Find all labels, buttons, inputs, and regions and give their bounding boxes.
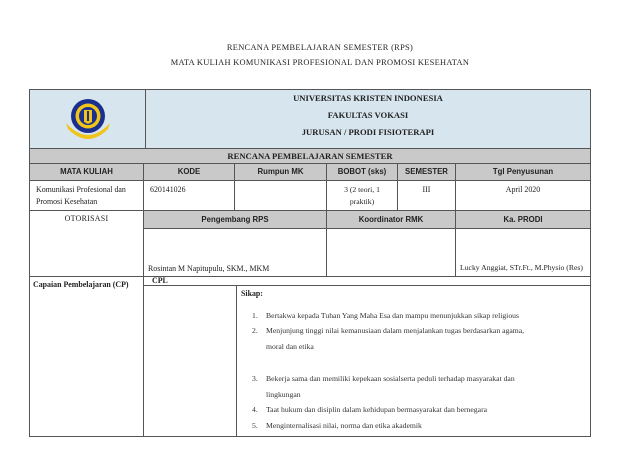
cp-label: Capaian Pembelajaran (CP): [33, 280, 129, 289]
logo-cell: [29, 89, 146, 149]
list-item: 2. Menjunjung tinggi nilai kemanusiaan dalam menjalankan tugas berdasarkan agama,: [252, 326, 525, 335]
cp-label-cell: [29, 276, 144, 437]
list-item: 4. Taat hukum dan disiplin dalam kehidupan bermasyarakat dan bernegara: [252, 405, 488, 414]
header-ka-prodi: Ka. PRODI: [455, 210, 591, 229]
list-item: 3. Bekerja sama dan memiliki kepekaan sosialserta peduli terhadap masyarakat dan: [252, 374, 515, 383]
list-item: moral dan etika: [266, 342, 314, 351]
faculty-name: FAKULTAS VOKASI: [327, 110, 409, 120]
list-item: lingkungan: [266, 390, 301, 399]
header-pengembang-rps: Pengembang RPS: [143, 210, 327, 229]
header-rumpun-mk: Rumpun MK: [234, 163, 327, 181]
cpl-label: CPL: [152, 276, 168, 285]
course-semester: III: [397, 180, 456, 211]
header-semester: SEMESTER: [397, 163, 456, 181]
rps-band: RENCANA PEMBELAJARAN SEMESTER: [29, 148, 591, 164]
institution-cell: [145, 89, 591, 149]
university-seal-icon: [58, 95, 118, 143]
course-name: Komunikasi Profesional dan Promosi Kesehatan: [29, 180, 144, 211]
list-item: 5. Menginternalisasi nilai, norma dan etika akademik: [252, 421, 422, 430]
list-item: 1. Bertakwa kepada Tuhan Yang Maha Esa dan mampu menunjukkan sikap religious: [252, 311, 520, 320]
document-subtitle: MATA KULIAH KOMUNIKASI PROFESIONAL DAN PROMOSI KESEHATAN: [170, 58, 470, 67]
header-koordinator-rmk: Koordinator RMK: [326, 210, 456, 229]
otorisasi-label: OTORISASI: [29, 210, 144, 277]
document-title: RENCANA PEMBELAJARAN SEMESTER (RPS): [226, 43, 414, 52]
header-bobot: BOBOT (sks): [326, 163, 398, 181]
cp-spacer-cell: [143, 285, 237, 437]
developer-name: Rosintan M Napitupulu, SKM., MKM: [148, 264, 270, 273]
header-mata-kuliah: MATA KULIAH: [29, 163, 144, 181]
department-name: JURUSAN / PRODI FISIOTERAPI: [301, 127, 435, 137]
head-name: Lucky Anggiat, STr.Ft., M.Physio (Res): [460, 263, 583, 272]
header-tgl-penyusunan: Tgl Penyusunan: [455, 163, 591, 181]
course-bobot: 3 (2 teori, 1 praktik): [326, 180, 398, 211]
head-cell: [455, 228, 591, 277]
sikap-label: Sikap:: [241, 289, 263, 298]
header-kode: KODE: [143, 163, 235, 181]
university-name: UNIVERSITAS KRISTEN INDONESIA: [293, 93, 443, 103]
developer-cell: [143, 228, 327, 277]
course-rumpun: [234, 180, 327, 211]
coordinator-cell: [326, 228, 456, 277]
course-code: 620141026: [143, 180, 235, 211]
course-date: April 2020: [455, 180, 591, 211]
